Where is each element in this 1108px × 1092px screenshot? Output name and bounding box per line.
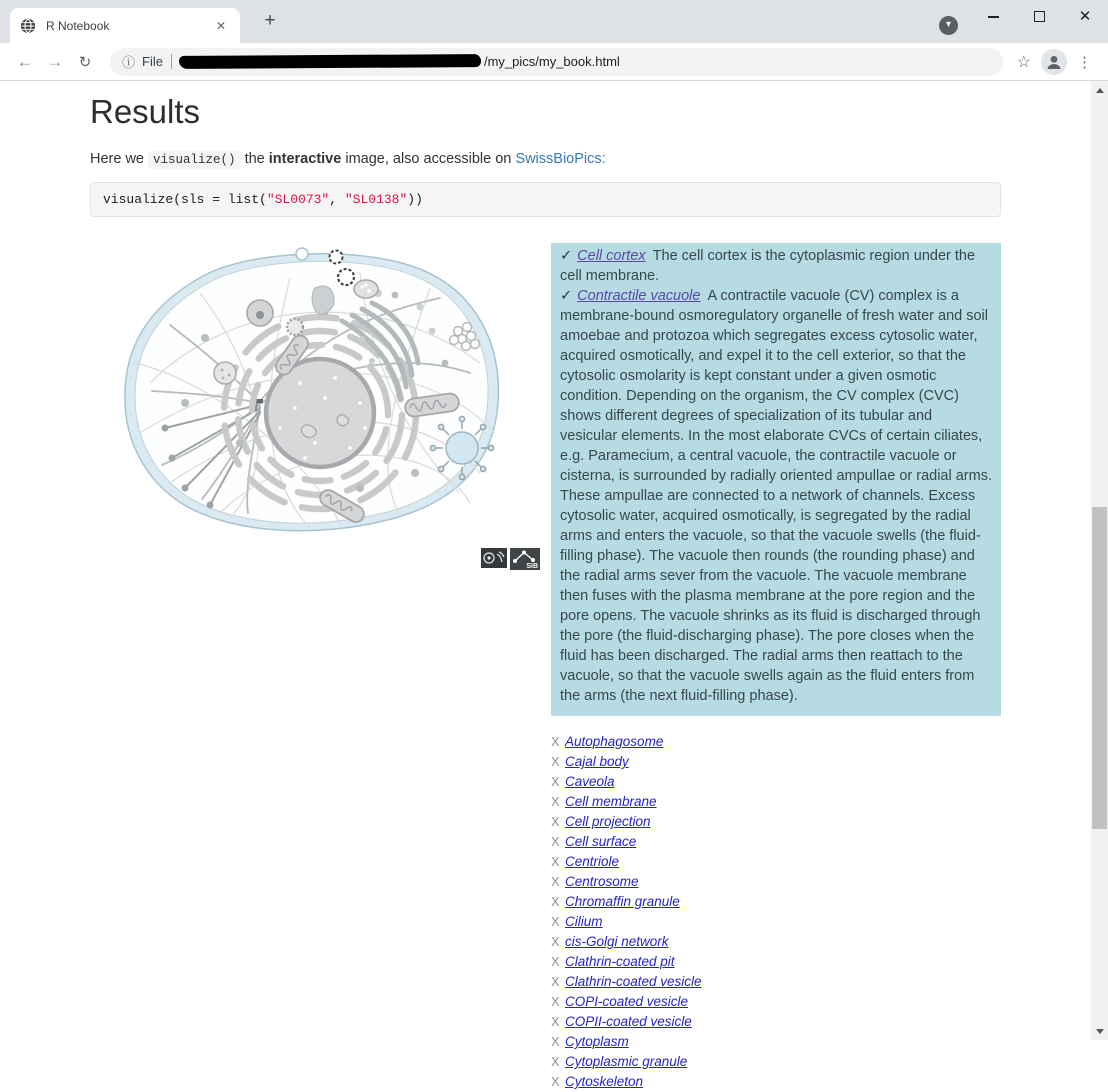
tab-strip bbox=[0, 0, 1108, 43]
x-marker: X bbox=[551, 1054, 560, 1069]
selected-organelles-panel bbox=[551, 243, 1001, 716]
intro-text: image, also accessible on bbox=[341, 151, 516, 167]
organelle-description: A contractile vacuole (CV) complex is a membrane-bound osmoregulatory organelle of fresh water and soil amoebae and protozoa which segregates excess cytosolic water, acquired osmotically, and expel it to the cell exterior, so that the cytosolic osmolarity is kept constant under a given osmotic condition. Depending on the organism, the CV complex (CVC) shows different degrees of specialization of its tubular and vesicular elements. In the most elaborate CVCs of certain ciliates, e.g. Paramecium, a central vacuole, the contractile vacuole or cisterna, is surrounded by radially oriented ampullae or radial arms. These ampullae are connected to a network of channels. Excess cytosolic water, acquired osmotically, is segregated by the radial arms and enters the vacuole, so that the vacuole swells (the fluid-filling phase). The vacuole then rounds (the rounding phase) and the radial arms sever from the vacuole. The vacuole membrane then fuses with the plasma membrane at the pore region and the pore opens. The vacuole shrinks as its fluid is discharged through the pore (the fluid-discharging phase). The pore closes when the fluid has been discharged. The radial arms then reattach to the vacuole, so that the vacuole swells again as the fluid enters from the arms (the next fluid-filling phase). bbox=[560, 288, 992, 704]
profile-icon bbox=[1045, 53, 1063, 71]
list-item bbox=[551, 852, 1001, 872]
scrollbar-thumb[interactable] bbox=[1092, 507, 1107, 829]
organelle-link[interactable]: cis-Golgi network bbox=[565, 934, 669, 949]
organelle-link[interactable]: Cilium bbox=[565, 914, 603, 929]
x-marker: X bbox=[551, 814, 560, 829]
lysosome bbox=[214, 362, 236, 384]
vertical-scrollbar[interactable] bbox=[1091, 81, 1108, 1040]
clathrin-coated-pit bbox=[330, 251, 343, 264]
url-scheme-label: File bbox=[142, 54, 163, 69]
x-marker: X bbox=[551, 994, 560, 1009]
list-item bbox=[551, 772, 1001, 792]
organelle-link[interactable]: Caveola bbox=[565, 774, 615, 789]
list-item bbox=[551, 912, 1001, 932]
organelle-link[interactable]: Clathrin-coated vesicle bbox=[565, 974, 702, 989]
code-text: , bbox=[329, 192, 345, 207]
x-marker: X bbox=[551, 874, 560, 889]
organelle-link[interactable]: Cell surface bbox=[565, 834, 637, 849]
x-marker: X bbox=[551, 854, 560, 869]
close-icon: ✕ bbox=[1078, 8, 1092, 25]
minimize-button[interactable] bbox=[970, 0, 1016, 33]
cell-diagram[interactable] bbox=[110, 243, 510, 543]
scroll-down-button[interactable] bbox=[1091, 1024, 1108, 1038]
list-item bbox=[551, 892, 1001, 912]
proteasome bbox=[287, 319, 303, 335]
organelle-link[interactable]: COPII-coated vesicle bbox=[565, 1014, 692, 1029]
list-item bbox=[551, 1052, 1001, 1072]
code-string: "SL0073" bbox=[266, 192, 330, 207]
tab-title: R Notebook bbox=[46, 18, 110, 33]
browser-toolbar bbox=[0, 43, 1108, 81]
selected-organelle-entry bbox=[560, 286, 992, 706]
clathrin-coated-vesicle bbox=[338, 269, 354, 285]
back-button[interactable]: ← bbox=[16, 51, 34, 71]
page-title: Results bbox=[90, 93, 201, 130]
organelle-link[interactable]: Cytoplasm bbox=[565, 1034, 629, 1049]
image-credits bbox=[90, 548, 540, 570]
close-window-button[interactable] bbox=[1062, 0, 1108, 33]
organelle-link[interactable]: Cell projection bbox=[565, 814, 651, 829]
checkmark-icon: ✓ bbox=[560, 248, 573, 264]
x-marker: X bbox=[551, 1034, 560, 1049]
new-tab-button[interactable]: + bbox=[264, 10, 276, 31]
list-item bbox=[551, 732, 1001, 752]
organelle-link[interactable]: Cytoskeleton bbox=[565, 1074, 644, 1089]
organelle-link-contractile-vacuole[interactable]: Contractile vacuole bbox=[577, 288, 701, 304]
inline-code: visualize() bbox=[148, 151, 241, 169]
list-item bbox=[551, 812, 1001, 832]
code-block bbox=[90, 182, 1001, 217]
list-item bbox=[551, 1032, 1001, 1052]
bookmark-star-icon[interactable]: ☆ bbox=[1016, 53, 1031, 71]
organelle-description: The cell cortex is the cytoplasmic region under the cell membrane. bbox=[560, 248, 976, 284]
list-item bbox=[551, 992, 1001, 1012]
contractile-vacuole-icon bbox=[430, 416, 493, 479]
profile-avatar[interactable] bbox=[1041, 49, 1067, 75]
sib-logo-icon[interactable] bbox=[510, 548, 540, 570]
organelle-link[interactable]: Centriole bbox=[565, 854, 620, 869]
page-content bbox=[0, 81, 1091, 1089]
x-marker: X bbox=[551, 754, 560, 769]
nucleolus bbox=[337, 415, 349, 426]
url-redaction-bar bbox=[179, 54, 481, 69]
early-endosome bbox=[354, 280, 378, 298]
organelle-link[interactable]: Centrosome bbox=[565, 874, 639, 889]
x-marker: X bbox=[551, 734, 560, 749]
x-marker: X bbox=[551, 774, 560, 789]
x-marker: X bbox=[551, 954, 560, 969]
list-item bbox=[551, 952, 1001, 972]
maximize-icon bbox=[1034, 11, 1045, 22]
list-item bbox=[551, 972, 1001, 992]
x-marker: X bbox=[551, 834, 560, 849]
checkmark-icon: ✓ bbox=[560, 288, 573, 304]
x-marker: X bbox=[551, 894, 560, 909]
code-string: "SL0138" bbox=[344, 192, 408, 207]
info-icon[interactable]: ⓘ bbox=[122, 55, 136, 70]
caveola bbox=[296, 248, 308, 260]
organelle-link[interactable]: COPI-coated vesicle bbox=[565, 994, 689, 1009]
tab-close-icon[interactable]: ✕ bbox=[215, 18, 226, 33]
x-marker: X bbox=[551, 1074, 560, 1089]
url-divider bbox=[171, 54, 172, 69]
organelle-list bbox=[551, 732, 1001, 1092]
organelle-link[interactable]: Cajal body bbox=[565, 754, 629, 769]
list-item bbox=[551, 932, 1001, 952]
organelle-link[interactable]: Clathrin-coated pit bbox=[565, 954, 675, 969]
swissbiopics-logo-icon[interactable] bbox=[481, 548, 507, 568]
code-text: )) bbox=[407, 192, 423, 207]
x-marker: X bbox=[551, 1014, 560, 1029]
browser-tab[interactable] bbox=[10, 8, 240, 43]
browser-update-badge-icon[interactable]: ▾ bbox=[939, 16, 958, 35]
url-text: /my_pics/my_book.html bbox=[483, 54, 620, 69]
x-marker: X bbox=[551, 974, 560, 989]
svg-text:SIB: SIB bbox=[526, 563, 538, 570]
intro-text: Here we bbox=[90, 151, 149, 167]
figure-column bbox=[90, 243, 551, 1092]
intro-text: : bbox=[601, 151, 606, 167]
maximize-button[interactable] bbox=[1016, 0, 1062, 33]
scroll-up-icon bbox=[1096, 88, 1104, 93]
list-item bbox=[551, 1012, 1001, 1032]
address-bar[interactable] bbox=[110, 48, 1003, 76]
scroll-down-icon bbox=[1096, 1029, 1104, 1034]
organelle-link[interactable]: Cytoplasmic granule bbox=[565, 1054, 688, 1069]
list-item bbox=[551, 872, 1001, 892]
swissbiopics-link[interactable]: SwissBioPics bbox=[515, 151, 602, 167]
x-marker: X bbox=[551, 934, 560, 949]
x-marker: X bbox=[551, 914, 560, 929]
scroll-up-button[interactable] bbox=[1091, 83, 1108, 97]
organelle-link[interactable]: Chromaffin granule bbox=[565, 894, 680, 909]
x-marker: X bbox=[551, 794, 560, 809]
globe-favicon-icon bbox=[20, 18, 36, 34]
reload-button[interactable]: ↻ bbox=[78, 53, 92, 71]
list-item bbox=[551, 792, 1001, 812]
organelle-link-cell-cortex[interactable]: Cell cortex bbox=[577, 248, 646, 264]
list-item bbox=[551, 1072, 1001, 1092]
organelle-link[interactable]: Cell membrane bbox=[565, 794, 657, 809]
code-text: visualize(sls = list( bbox=[103, 192, 267, 207]
selected-organelle-entry bbox=[560, 246, 992, 286]
list-item bbox=[551, 752, 1001, 772]
organelle-link[interactable]: Autophagosome bbox=[565, 734, 664, 749]
list-item bbox=[551, 832, 1001, 852]
minimize-icon bbox=[988, 16, 999, 18]
intro-paragraph bbox=[90, 151, 1001, 167]
forward-button[interactable]: → bbox=[46, 51, 64, 71]
intro-text: the bbox=[240, 151, 269, 167]
intro-bold-text: interactive bbox=[268, 151, 342, 167]
browser-menu-icon[interactable]: ⋮ bbox=[1077, 53, 1092, 71]
organelle-info-column bbox=[551, 243, 1001, 1092]
